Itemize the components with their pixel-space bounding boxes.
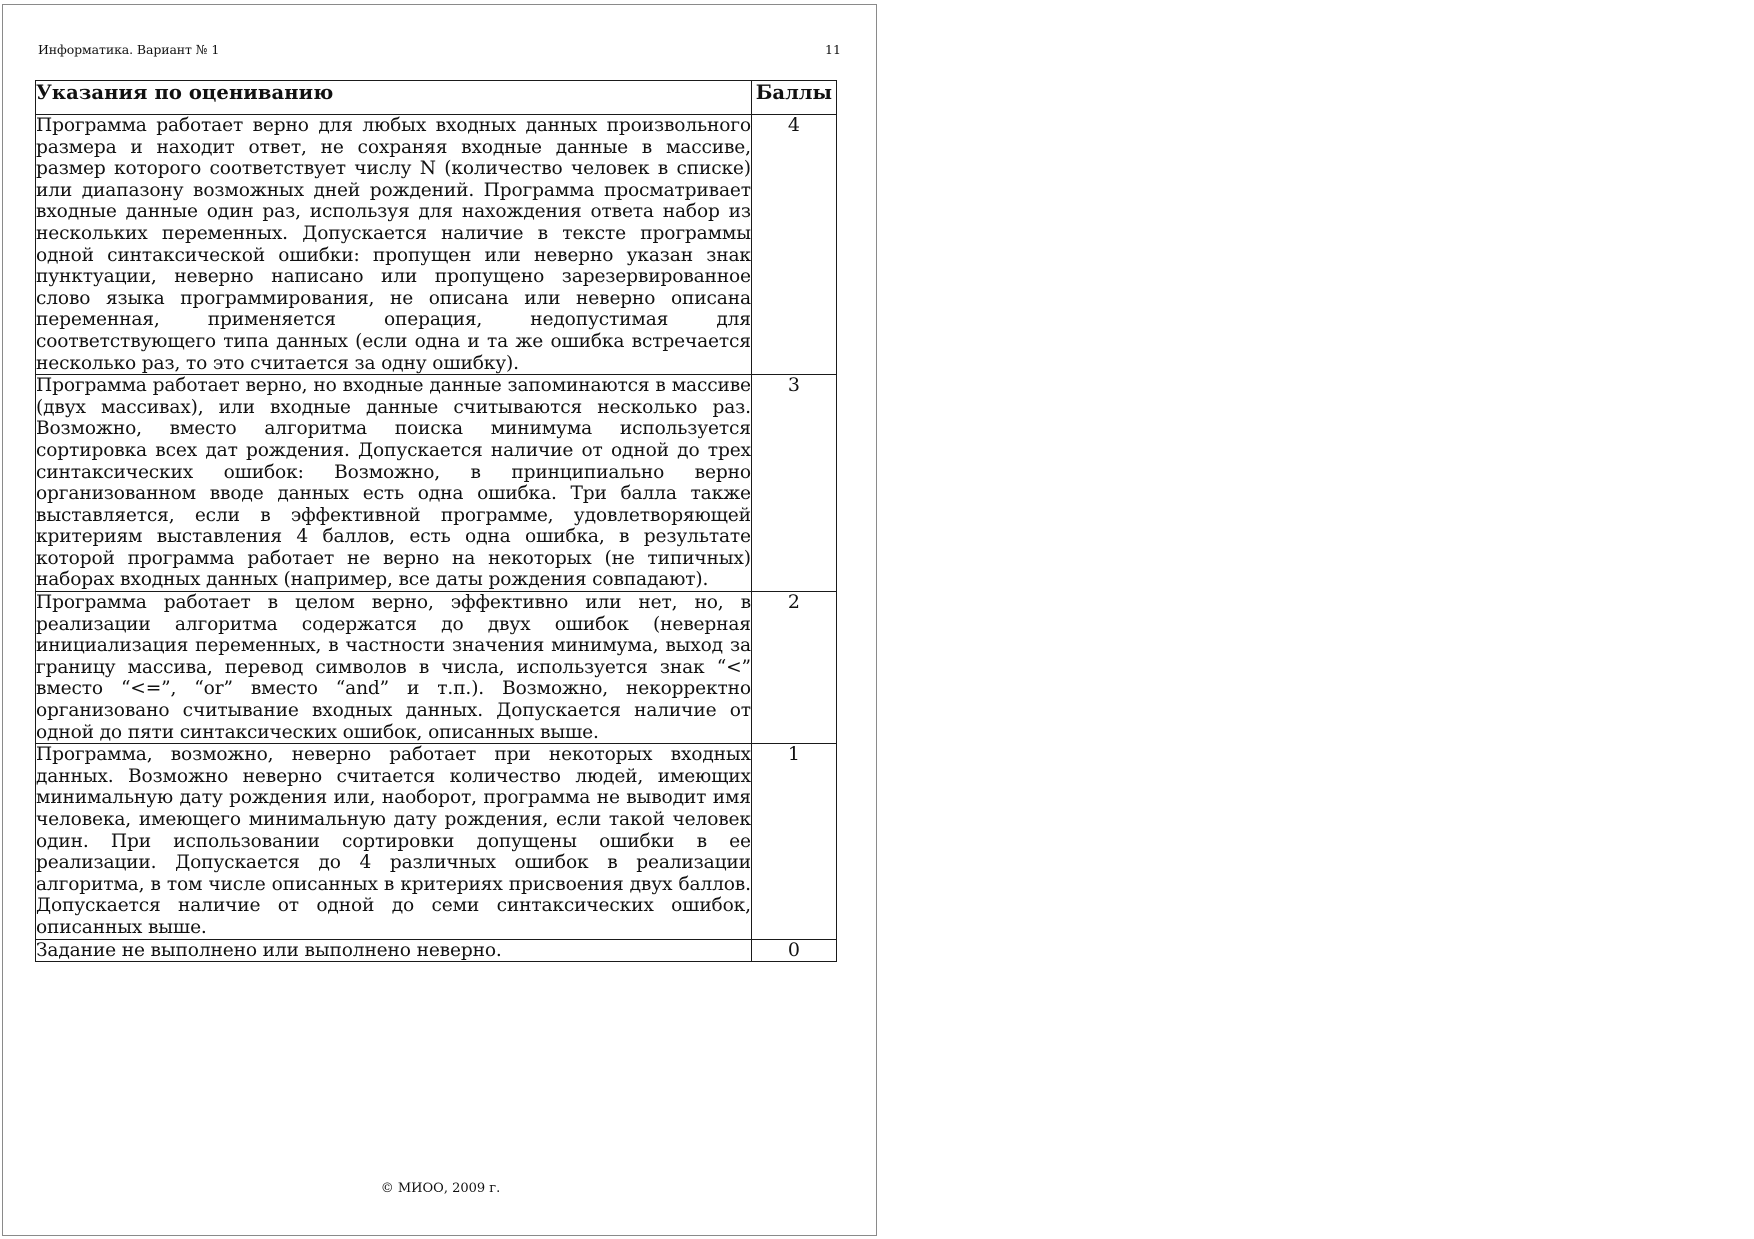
points-cell: 2 [751,592,836,744]
points-cell: 3 [751,375,836,592]
points-cell: 1 [751,744,836,939]
column-header-criteria: Указания по оцениванию [36,81,752,115]
table-row [36,375,837,592]
criteria-cell: Программа, возможно, неверно работает при некоторых входных данных. Возможно неверно считается количество людей, имеющих минимальную дату рождения или, наоборот, программа не выводит имя человека, имеющего минимальную дату рождения, если такой человек один. При использовании сортировки допущены ошибки в ее реализации. Допускается до 4 различных ошибок в реализации алгоритма, в том числе описанных в критериях присвоения двух баллов. Допускается наличие от одной до семи синтаксических ошибок, описанных выше. [36,744,751,938]
table-header-row [36,81,837,115]
header-page-number: 11 [825,42,841,57]
criteria-cell: Программа работает верно, но входные данные запоминаются в массиве (двух массивах), или входные данные считываются несколько раз. Возможно, вместо алгоритма поиска минимума используется сортировка всех дат рождения. Допускается наличие от одной до трех синтаксических ошибок: Возможно, в принципиально верно организованном вводе данных есть одна ошибка. Три балла также выставляется, если в эффективной программе, удовлетворяющей критериям выставления 4 баллов, есть одна ошибка, в результате которой программа работает не верно на некоторых (не типичных) наборах входных данных (например, все даты рождения совпадают). [36,375,751,591]
document-page [2,4,877,1236]
footer-copyright: © МИОО, 2009 г. [380,1181,501,1196]
points-cell: 4 [751,115,836,375]
table-row [36,115,837,375]
criteria-cell: Программа работает в целом верно, эффективно или нет, но, в реализации алгоритма содержатся до двух ошибок (неверная инициализация переменных, в частности значения минимума, выход за границу массива, перевод символов в числа, используется знак “<” вместо “<=”, “or” вместо “and” и т.п.). Возможно, некорректно организовано считывание входных данных. Допускается наличие от одной до пяти синтаксических ошибок, описанных выше. [36,592,751,743]
table-row [36,744,837,939]
column-header-points: Баллы [751,81,836,115]
grading-criteria-table [35,80,837,962]
table-row [36,592,837,744]
criteria-cell: Задание не выполнено или выполнено неверно. [36,939,752,962]
points-cell: 0 [751,939,836,962]
table-row [36,939,837,962]
header-subject-variant: Информатика. Вариант № 1 [38,42,220,57]
criteria-cell: Программа работает верно для любых входных данных произвольного размера и находит ответ, не сохраняя входные данные в массиве, размер которого соответствует числу N (количество человек в списке) или диапазону возможных дней рождений. Программа просматривает входные данные один раз, используя для нахождения ответа набор из нескольких переменных. Допускается наличие в тексте программы одной синтаксической ошибки: пропущен или неверно указан знак пунктуации, неверно написано или пропущено зарезервированное слово языка программирования, не описана или неверно описана переменная, применяется операция, недопустимая для соответствующего типа данных (если одна и та же ошибка встречается несколько раз, то это считается за одну ошибку). [36,115,751,374]
